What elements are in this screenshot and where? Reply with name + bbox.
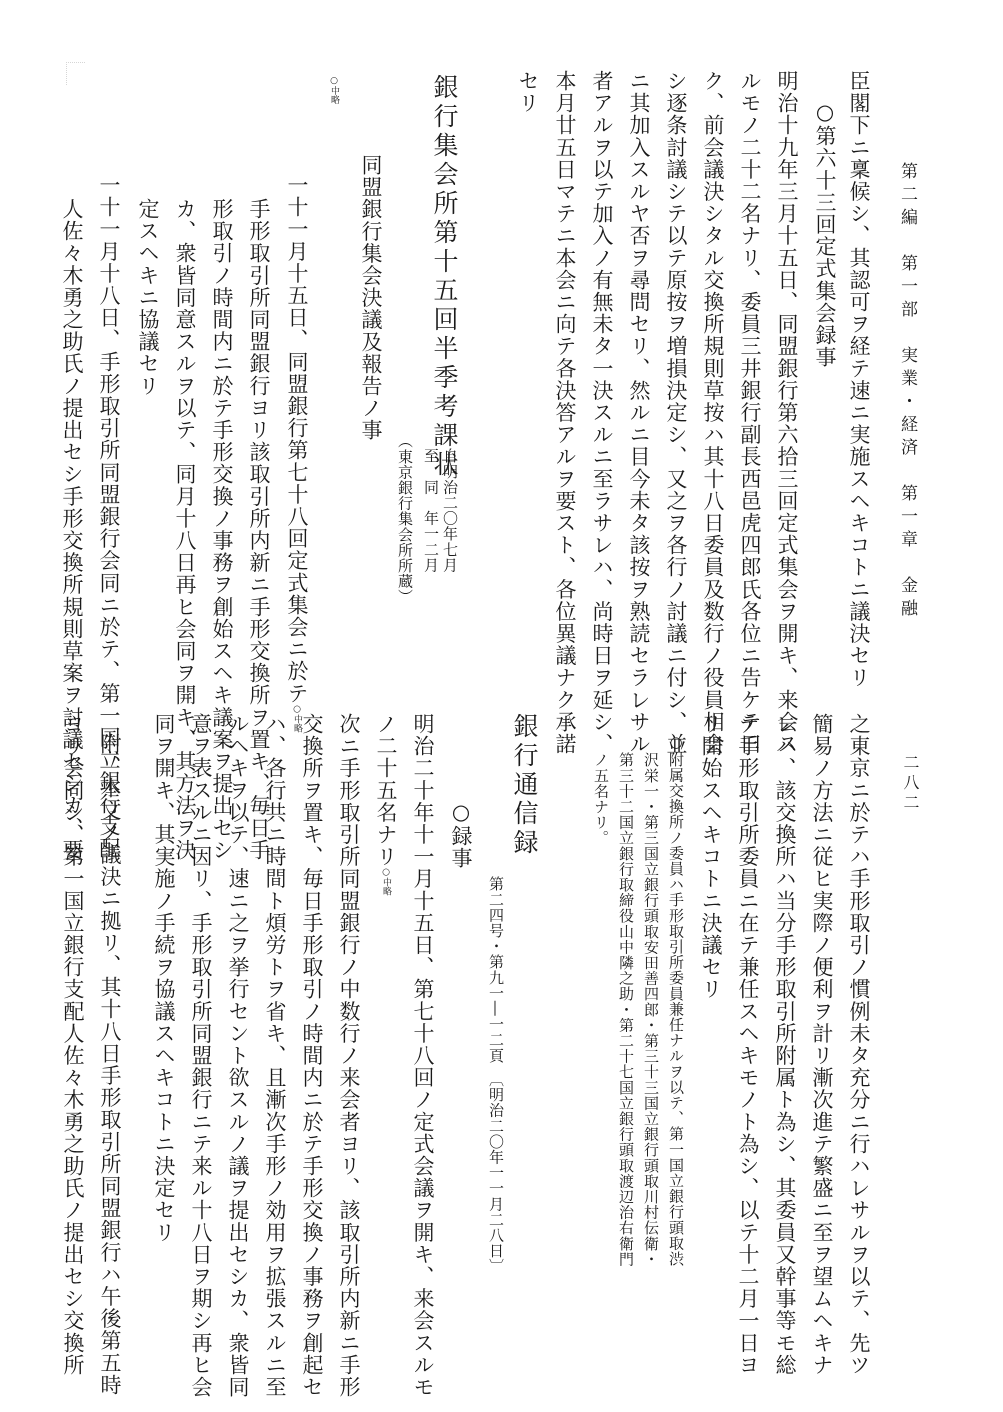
date-range-note [423,448,457,573]
note-line: ○附属交換所ノ委員ハ手形取引所委員兼任ナルヲ以テ、第一国立銀行頭取渋 [667,733,685,1267]
text-line: 之東京ニ於テハ手形取引ノ慣例未タ充分ニ行ハレサルヲ以テ、先ツ [847,713,871,1376]
text-line: 臣閣下ニ稟候シ、其認可ヲ経テ速ニ実施スヘキコトニ議決セリ [847,70,871,689]
date-from: 自明治二〇年七月 [441,448,459,573]
text-line: シ逐条討議シテ以テ原按ヲ増損決定シ、又之ヲ各行ノ討議ニ付シ、並 [664,70,688,756]
text-line: 交換所ヲ置キ、毎日手形取引ノ時間内ニ於テ手形交換ノ事務ヲ創起セ [300,713,324,1399]
page-number: 二八二 [901,754,920,814]
omission-mark: ○中略 [381,867,391,896]
section-heading: ○録事 [449,800,473,870]
note-line: 沢栄一・第三国立銀行頭取安田善四郎・第三十三国立銀行頭取川村伝衛・ [642,752,660,1267]
date-to: 至 同 年一二月 [422,448,440,573]
document-title: 銀行集会所第十五回半季考課状 [430,74,459,480]
text-line: 一十一月十八日、手形取引所同盟銀行会同ニ於テ、第一国立銀行支配 [97,174,121,860]
text-line: 意ヲ表スルニ因リ、手形取引所同盟銀行ニテ来ル十八日ヲ期シ再ヒ会 [189,713,213,1399]
text-line: 同ヲ開キ、其実施ノ手続ヲ協議スヘキコトニ決定セリ [152,713,176,1244]
text-line: 次ニ手形取引所同盟銀行ノ中数行ノ来会者ヨリ、該取引所内新ニ手形 [337,713,361,1399]
margin-mark [66,62,85,85]
text-line: ヨリ会同シ、第一国立銀行支配人佐々木勇之助氏ノ提出セシ交換所 [61,713,85,1376]
text-line-main: 一十一月十五日、同盟銀行第七十八回定式集会ニ於テ [285,174,309,705]
text-line: 本月廿五日マテニ本会ニ向テ各決答アルヲ要スト、各位異議ナク承諾 [553,70,577,756]
omission-mark: ○中略 [292,704,302,733]
source-note: （東京銀行集会所所蔵） [396,433,414,605]
running-head: 第二編 第一部 実業・経済 第一章 金融 [897,162,917,622]
text-line: 定スヘキニ協議セリ [136,198,160,397]
text-line: リ開始スヘキコトニ決議セリ [699,713,723,1001]
text-line: 附、本文ノ議決ニ拠リ、其十八日手形取引所同盟銀行ハ午後第五時 [98,733,122,1396]
text-line: セリ [516,70,540,115]
text-line [286,174,307,732]
publication-title: 銀行通信録 [510,713,539,858]
note-line: 第三十二国立銀行取締役山中隣之助・第二十七国立銀行頭取渡辺治右衛門 [617,752,635,1267]
text-line: 明治十九年三月十五日、同盟銀行第六拾三回定式集会ヲ開キ、来会ス [775,70,799,756]
section-heading: ○第六十三回定式集会録事 [813,100,837,369]
text-line: ルヘキヲ以テ、速ニ之ヲ挙行セント欲スルノ議ヲ提出セシカ、衆皆同 [226,713,250,1399]
text-line: ルモノ二十二名ナリ、委員三井銀行副長西邑虎四郎氏各位ニ告ケテ曰 [738,70,762,756]
text-line: テ手形取引所委員ニ在テ兼任スヘキモノト為シ、以テ十二月一日ヨ [736,713,760,1376]
text-line [375,713,396,896]
text-line: レハ、該交換所ハ当分手形取引所附属ト為シ、其委員又幹事等モ総 [773,713,797,1376]
text-line: 形取引ノ時間内ニ於テ手形交換ノ事務ヲ創始スヘキ議案ヲ提出セシ [210,198,234,861]
omission-mark: ○中略 [329,76,339,104]
text-line: 人佐々木勇之助氏ノ提出セシ手形交換所規則草案ヲ討議セシカ、要 [60,198,84,861]
text-line-main: ノ二十五名ナリ [374,713,398,868]
text-line: 者アルヲ以テ加入ノ有無未タ一決スルニ至ラサレハ、尚時日ヲ延シ、 [590,70,614,756]
note-line: ノ五名ナリ。 [592,752,610,846]
text-line: 簡易ノ方法ニ従ヒ実際ノ便利ヲ計リ漸次進テ繁盛ニ至ヲ望ムヘキナ [810,713,834,1376]
subheading: 同盟銀行集会決議及報告ノ事 [359,154,383,442]
text-line: カ、衆皆同意スルヲ以テ、同月十八日再ヒ会同ヲ開キ、其方法ヲ決 [173,198,197,861]
text-line: ニ其加入スルヤ否ヲ尋問セリ、然ルニ目今未タ該按ヲ熟読セラレサル [627,70,651,756]
issue-note: 第二四号・第九一―一二頁 〔明治二〇年一一月二八日〕 [487,876,505,1275]
text-line: 手形取引所同盟銀行ヨリ該取引所内新ニ手形交換所ヲ置キ、毎日手 [247,198,271,861]
text-line: 明治二十年十一月十五日、第七十八回ノ定式会議ヲ開キ、来会スルモ [411,713,435,1399]
text-line: ハ、各行共ニ時間ト煩労トヲ省キ、且漸次手形ノ効用ヲ拡張スルニ至 [263,713,287,1399]
text-line: ク、前会議決シタル交換所規則草按ハ其十八日委員及数行ノ役員相会 [701,70,725,756]
